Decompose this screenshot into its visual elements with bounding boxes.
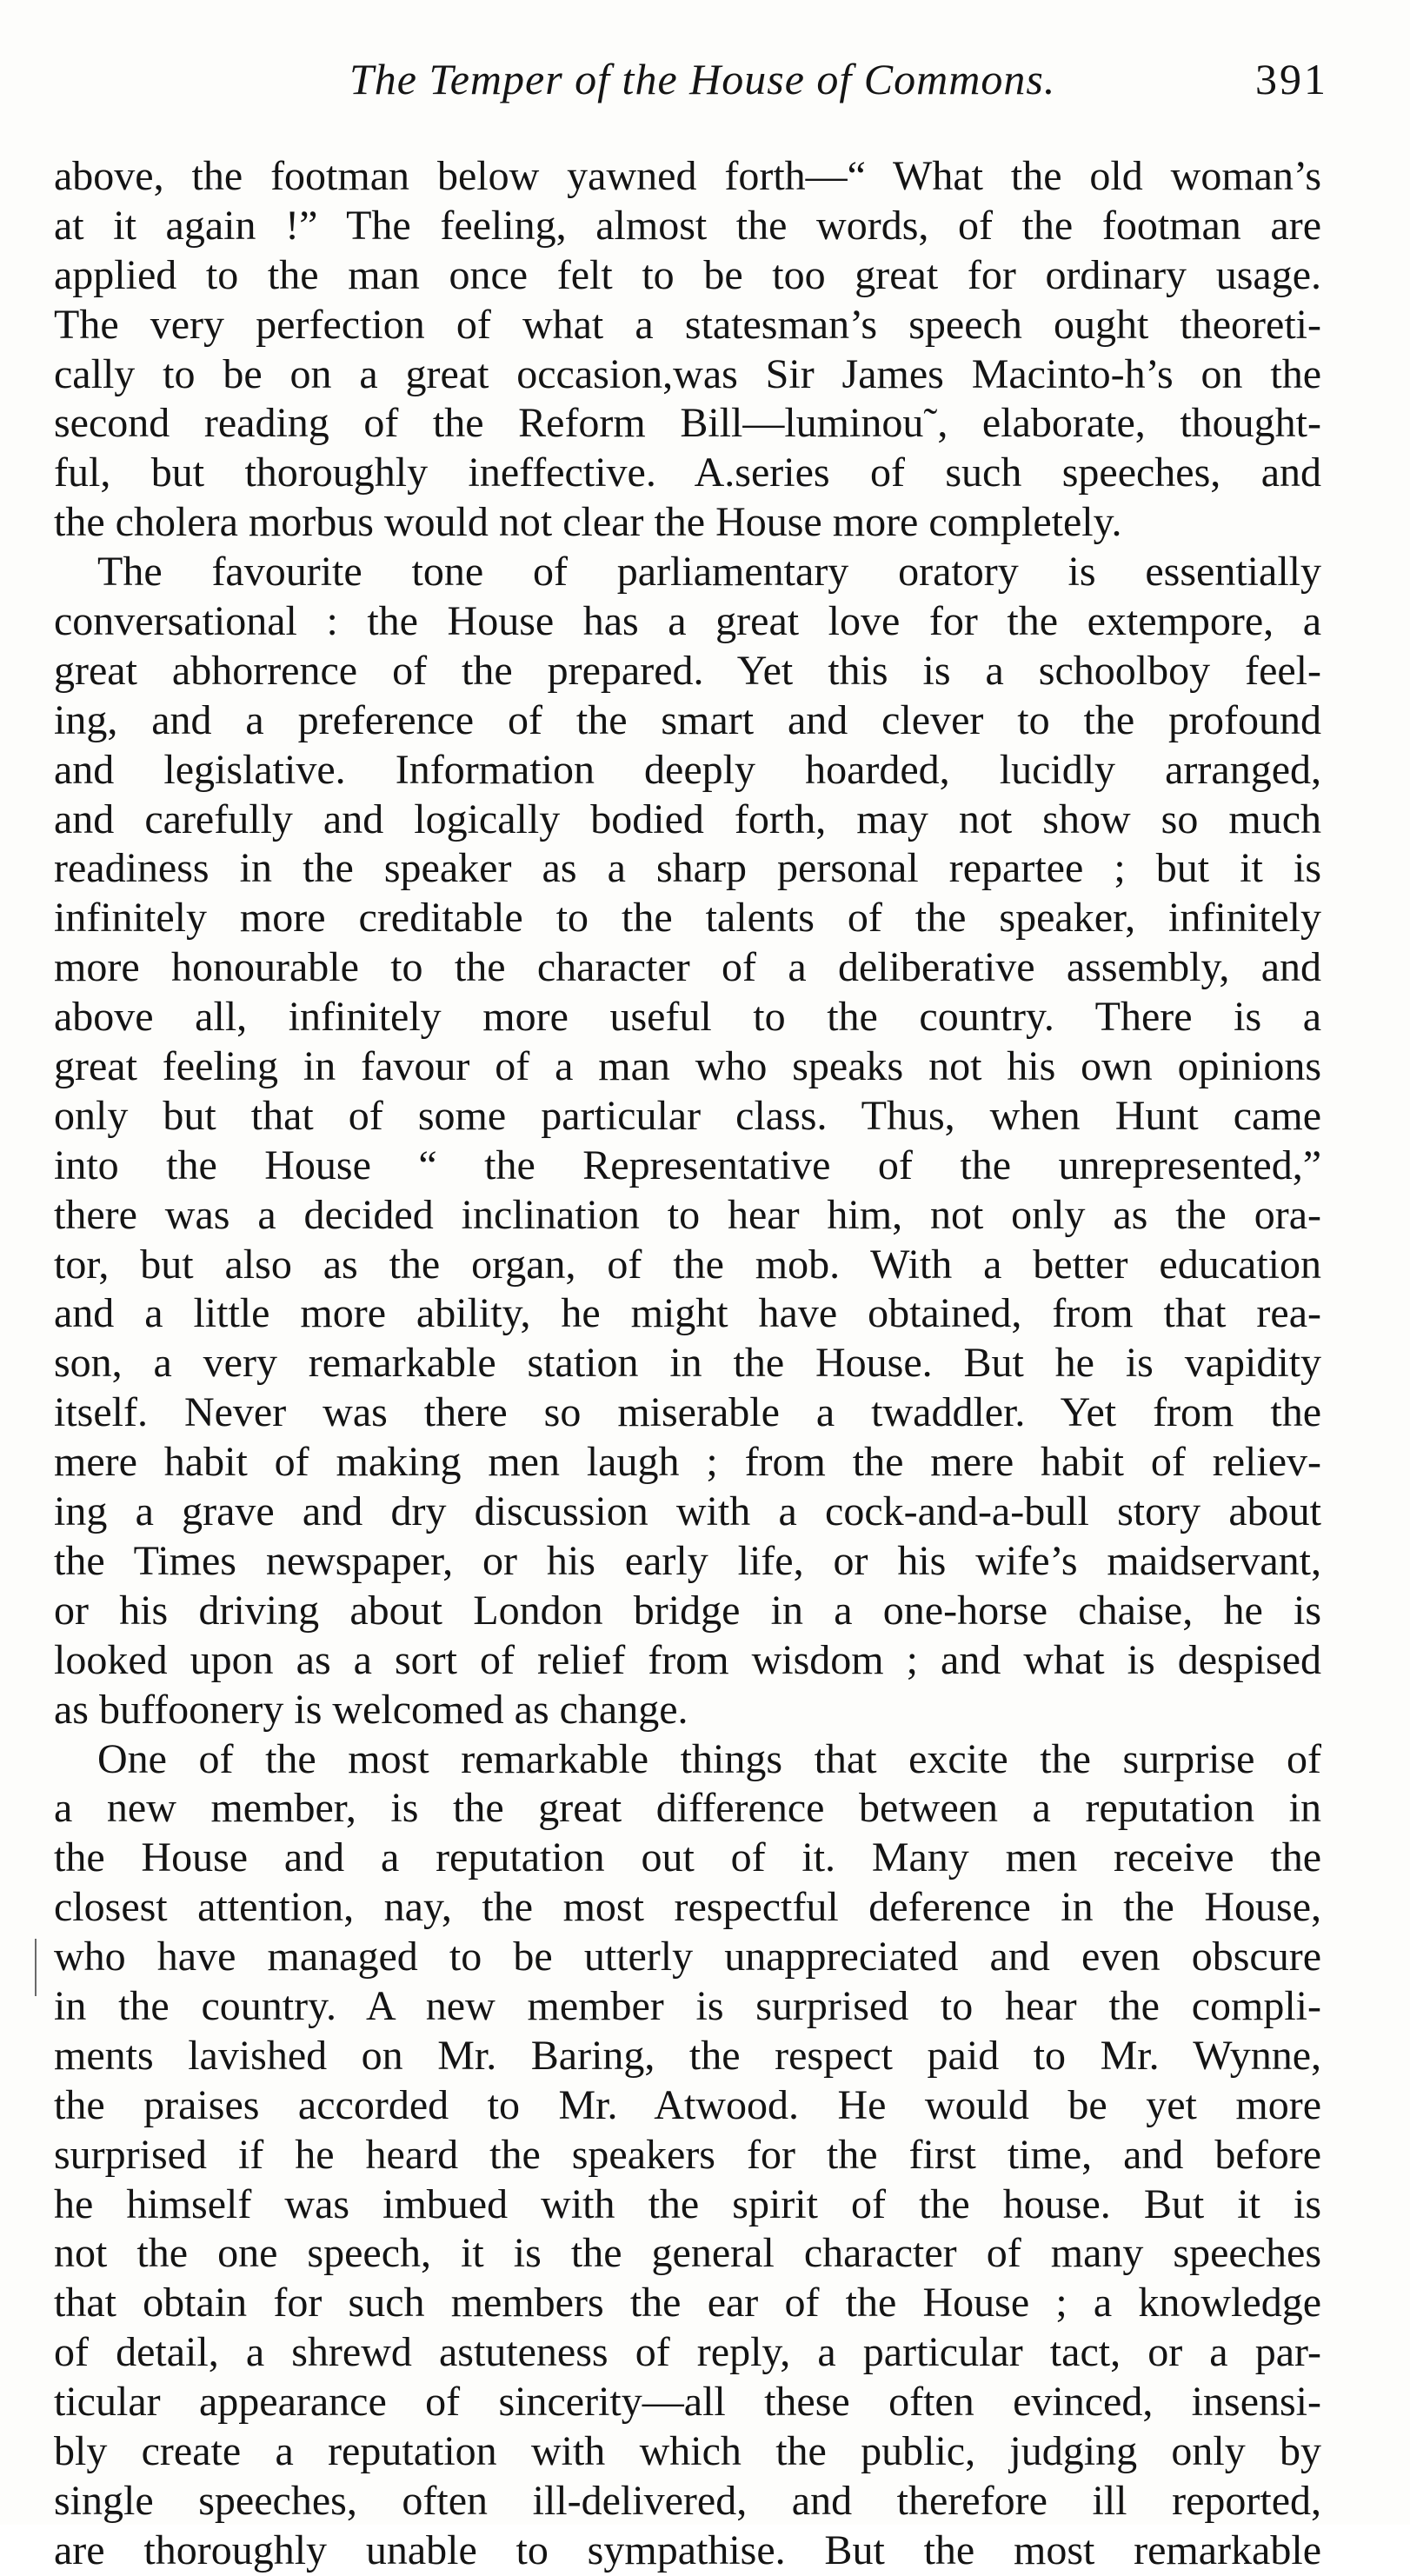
margin-mark bbox=[35, 1939, 37, 1996]
text-line: single speeches, often ill-delivered, and therefore ill reported, bbox=[54, 2477, 1321, 2524]
text-line: or his driving about London bridge in a one-horse chaise, he is bbox=[54, 1587, 1321, 1634]
text-line: a new member, is the great difference between a reputation in bbox=[54, 1785, 1321, 1832]
body-text bbox=[54, 152, 1321, 2576]
text-line: ful, but thoroughly ineffective. A.series of such speeches, and bbox=[54, 449, 1321, 496]
running-title: The Temper of the House of Commons. bbox=[349, 55, 1056, 103]
text-line: tor, but also as the organ, of the mob. With a better education bbox=[54, 1241, 1321, 1288]
text-line: The very perfection of what a statesman’s speech ought theoreti- bbox=[54, 301, 1321, 348]
paragraph-start-line: The favourite tone of parliamentary oratory is essentially bbox=[97, 549, 1321, 596]
text-line: above, the footman below yawned forth—“ What the old woman’s bbox=[54, 153, 1321, 199]
text-line: the praises accorded to Mr. Atwood. He would be yet more bbox=[54, 2081, 1321, 2128]
text-line: and a little more ability, he might have obtained, from that rea- bbox=[54, 1290, 1321, 1337]
text-line: great abhorrence of the prepared. Yet this is a schoolboy feel- bbox=[54, 647, 1321, 694]
text-line: the Times newspaper, or his early life, or his wife’s maidservant, bbox=[54, 1537, 1321, 1584]
text-line: who have managed to be utterly unappreciated and even obscure bbox=[54, 1934, 1321, 1980]
text-line: second reading of the Reform Bill—luminou˜, elaborate, thought- bbox=[54, 400, 1321, 447]
text-line: that obtain for such members the ear of the House ; a knowledge bbox=[54, 2280, 1321, 2326]
text-line: more honourable to the character of a deliberative assembly, and bbox=[54, 944, 1321, 991]
text-line: only but that of some particular class. Thus, when Hunt came bbox=[54, 1092, 1321, 1139]
text-line: great feeling in favour of a man who speaks not his own opinions bbox=[54, 1043, 1321, 1090]
text-line: readiness in the speaker as a sharp personal repartee ; but it is bbox=[54, 845, 1321, 892]
text-line: the House and a reputation out of it. Many men receive the bbox=[54, 1834, 1321, 1881]
text-line: above all, infinitely more useful to the country. There is a bbox=[54, 994, 1321, 1041]
text-line: infinitely more creditable to the talents of the speaker, infinitely bbox=[54, 895, 1321, 942]
text-line: conversational : the House has a great love for the extempore, a bbox=[54, 598, 1321, 645]
page-header bbox=[54, 54, 1328, 115]
text-line: the cholera morbus would not clear the House more completely. bbox=[54, 499, 1122, 546]
text-line: looked upon as a sort of relief from wisdom ; and what is despised bbox=[54, 1636, 1321, 1683]
text-line: of detail, a shrewd astuteness of reply, a particular tact, or a par- bbox=[54, 2329, 1321, 2376]
text-line: bly create a reputation with which the public, judging only by bbox=[54, 2427, 1321, 2474]
text-line: into the House “ the Representative of the unrepresented,” bbox=[54, 1142, 1321, 1188]
text-line: ticular appearance of sincerity—all these often evinced, insensi- bbox=[54, 2379, 1321, 2426]
page-number: 391 bbox=[1255, 55, 1328, 103]
text-line: and carefully and logically bodied forth, may not show so much bbox=[54, 795, 1321, 842]
text-line: ing, and a preference of the smart and clever to the profound bbox=[54, 696, 1321, 743]
text-line: at it again !” The feeling, almost the words, of the footman are bbox=[54, 202, 1321, 249]
text-line: are thoroughly unable to sympathise. But the most remarkable bbox=[54, 2526, 1321, 2573]
text-line: son, a very remarkable station in the House. But he is vapidity bbox=[54, 1340, 1321, 1387]
text-line: not the one speech, it is the general character of many speeches bbox=[54, 2230, 1321, 2277]
text-line: itself. Never was there so miserable a twaddler. Yet from the bbox=[54, 1389, 1321, 1436]
text-line: as buffoonery is welcomed as change. bbox=[54, 1686, 688, 1733]
text-line: he himself was imbued with the spirit of the house. But it is bbox=[54, 2180, 1321, 2227]
text-line: applied to the man once felt to be too great for ordinary usage. bbox=[54, 251, 1321, 298]
text-line: ments lavished on Mr. Baring, the respect paid to Mr. Wynne, bbox=[54, 2032, 1321, 2079]
text-line: there was a decided inclination to hear him, not only as the ora- bbox=[54, 1191, 1321, 1238]
text-line: closest attention, nay, the most respectful deference in the House, bbox=[54, 1884, 1321, 1931]
text-line: ing a grave and dry discussion with a cock-and-a-bull story about bbox=[54, 1488, 1321, 1535]
text-line: mere habit of making men laugh ; from the mere habit of reliev- bbox=[54, 1439, 1321, 1486]
text-line: cally to be on a great occasion,was Sir James Macinto-h’s on the bbox=[54, 350, 1321, 397]
text-line: and legislative. Information deeply hoarded, lucidly arranged, bbox=[54, 746, 1321, 793]
text-line: in the country. A new member is surprised to hear the compli- bbox=[54, 1982, 1321, 2029]
text-line: surprised if he heard the speakers for the first time, and before bbox=[54, 2131, 1321, 2178]
paragraph-start-line: One of the most remarkable things that excite the surprise of bbox=[97, 1735, 1321, 1782]
